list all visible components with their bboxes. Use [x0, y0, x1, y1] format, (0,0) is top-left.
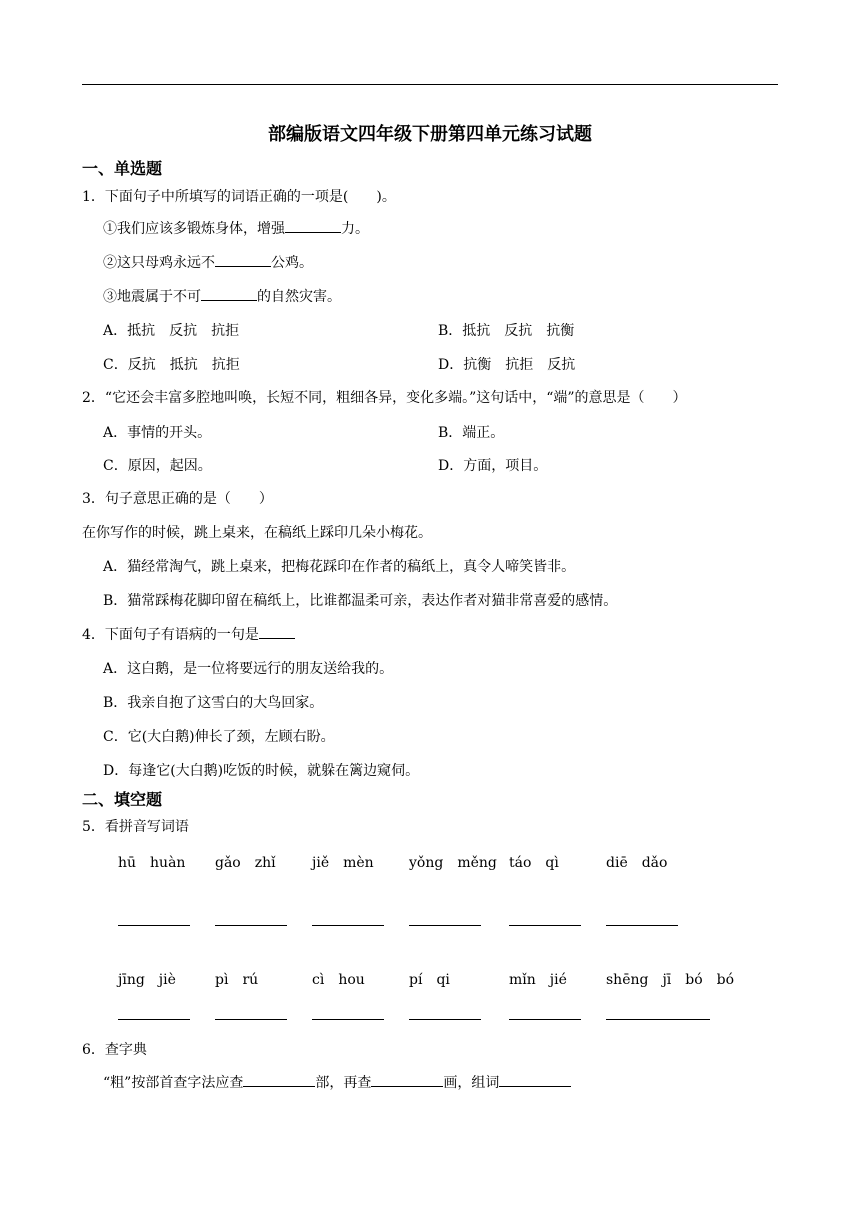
question-1-item-1: ①我们应该多锻炼身体，增强 力。 [103, 218, 369, 238]
pinyin-1: hū huàn [118, 855, 186, 871]
pinyin-9: cì hou [312, 972, 365, 988]
question-1-item-2: ②这只母鸡永远不 公鸡。 [103, 252, 313, 272]
question-1-option-a[interactable]: A．抵抗 反抗 抗拒 [103, 323, 240, 339]
answer-line[interactable] [312, 1019, 384, 1020]
question-2-option-a[interactable]: A．事情的开头。 [103, 425, 212, 441]
question-4-option-d[interactable]: D．每逢它(大白鹅)吃饭的时候，就躲在篱边窥伺。 [103, 763, 420, 779]
answer-line[interactable] [509, 925, 581, 926]
section-heading-fill-blank: 二、填空题 [82, 790, 163, 809]
pinyin-12: shēng jī bó bó [606, 972, 735, 988]
question-3-stem: 3．句子意思正确的是（ ） [82, 491, 273, 507]
fill-blank-radical[interactable] [243, 1072, 315, 1087]
section-heading-single-choice: 一、单选题 [82, 159, 163, 178]
answer-line[interactable] [312, 925, 384, 926]
question-2-option-d[interactable]: D．方面，项目。 [438, 458, 548, 474]
question-1-option-c[interactable]: C．反抗 抵抗 抗拒 [103, 357, 240, 373]
fill-blank[interactable] [259, 624, 295, 639]
question-2-option-b[interactable]: B．端正。 [438, 425, 505, 441]
question-2-stem: 2．“它还会丰富多腔地叫唤，长短不同，粗细各异，变化多端。”这句话中，“端”的意思是（ ） [82, 390, 687, 406]
answer-line[interactable] [118, 925, 190, 926]
pinyin-4: yǒng měng [409, 855, 497, 871]
pinyin-3: jiě mèn [312, 855, 374, 871]
fill-blank[interactable] [285, 218, 341, 233]
fill-blank[interactable] [215, 252, 271, 267]
header-rule [82, 84, 778, 85]
question-4-option-b[interactable]: B．我亲自抱了这雪白的大鸟回家。 [103, 695, 324, 711]
pinyin-6: diē dǎo [606, 855, 668, 871]
question-6-body: “粗”按部首查字法应查 部，再查 画，组词 [103, 1072, 571, 1092]
fill-blank-strokes[interactable] [371, 1072, 443, 1087]
answer-line[interactable] [606, 925, 678, 926]
question-6-stem: 6．查字典 [82, 1042, 147, 1058]
answer-line[interactable] [215, 1019, 287, 1020]
answer-line[interactable] [409, 925, 481, 926]
question-3-sentence: 在你写作的时候，跳上桌来，在稿纸上踩印几朵小梅花。 [82, 525, 432, 541]
pinyin-2: gǎo zhǐ [215, 855, 276, 871]
question-3-option-a[interactable]: A．猫经常淘气，跳上桌来，把梅花踩印在作者的稿纸上，真令人啼笑皆非。 [103, 559, 576, 575]
question-1-option-b[interactable]: B．抵抗 反抗 抗衡 [438, 323, 575, 339]
question-3-option-b[interactable]: B．猫常踩梅花脚印留在稿纸上，比谁都温柔可亲，表达作者对猫非常喜爱的感情。 [103, 593, 618, 609]
pinyin-11: mǐn jié [509, 972, 567, 988]
answer-line[interactable] [509, 1019, 581, 1020]
question-5-stem: 5．看拼音写词语 [82, 819, 189, 835]
question-4-option-a[interactable]: A．这白鹅，是一位将要远行的朋友送给我的。 [103, 661, 394, 677]
pinyin-7: jīng jiè [118, 972, 176, 988]
answer-line[interactable] [606, 1019, 710, 1020]
question-4-stem: 4．下面句子有语病的一句是 [82, 624, 295, 644]
question-1-option-d[interactable]: D．抗衡 抗拒 反抗 [438, 357, 576, 373]
pinyin-5: táo qì [509, 855, 559, 871]
question-1-item-3: ③地震属于不可 的自然灾害。 [103, 286, 341, 306]
question-1-stem: 1．下面句子中所填写的词语正确的一项是( )。 [82, 189, 396, 205]
fill-blank-word[interactable] [499, 1072, 571, 1087]
pinyin-8: pì rú [215, 972, 259, 988]
fill-blank[interactable] [201, 286, 257, 301]
answer-line[interactable] [215, 925, 287, 926]
answer-line[interactable] [118, 1019, 190, 1020]
pinyin-10: pí qi [409, 972, 450, 988]
page-title: 部编版语文四年级下册第四单元练习试题 [268, 124, 592, 145]
answer-line[interactable] [409, 1019, 481, 1020]
question-4-option-c[interactable]: C．它(大白鹅)伸长了颈，左顾右盼。 [103, 729, 335, 745]
question-2-option-c[interactable]: C．原因，起因。 [103, 458, 212, 474]
